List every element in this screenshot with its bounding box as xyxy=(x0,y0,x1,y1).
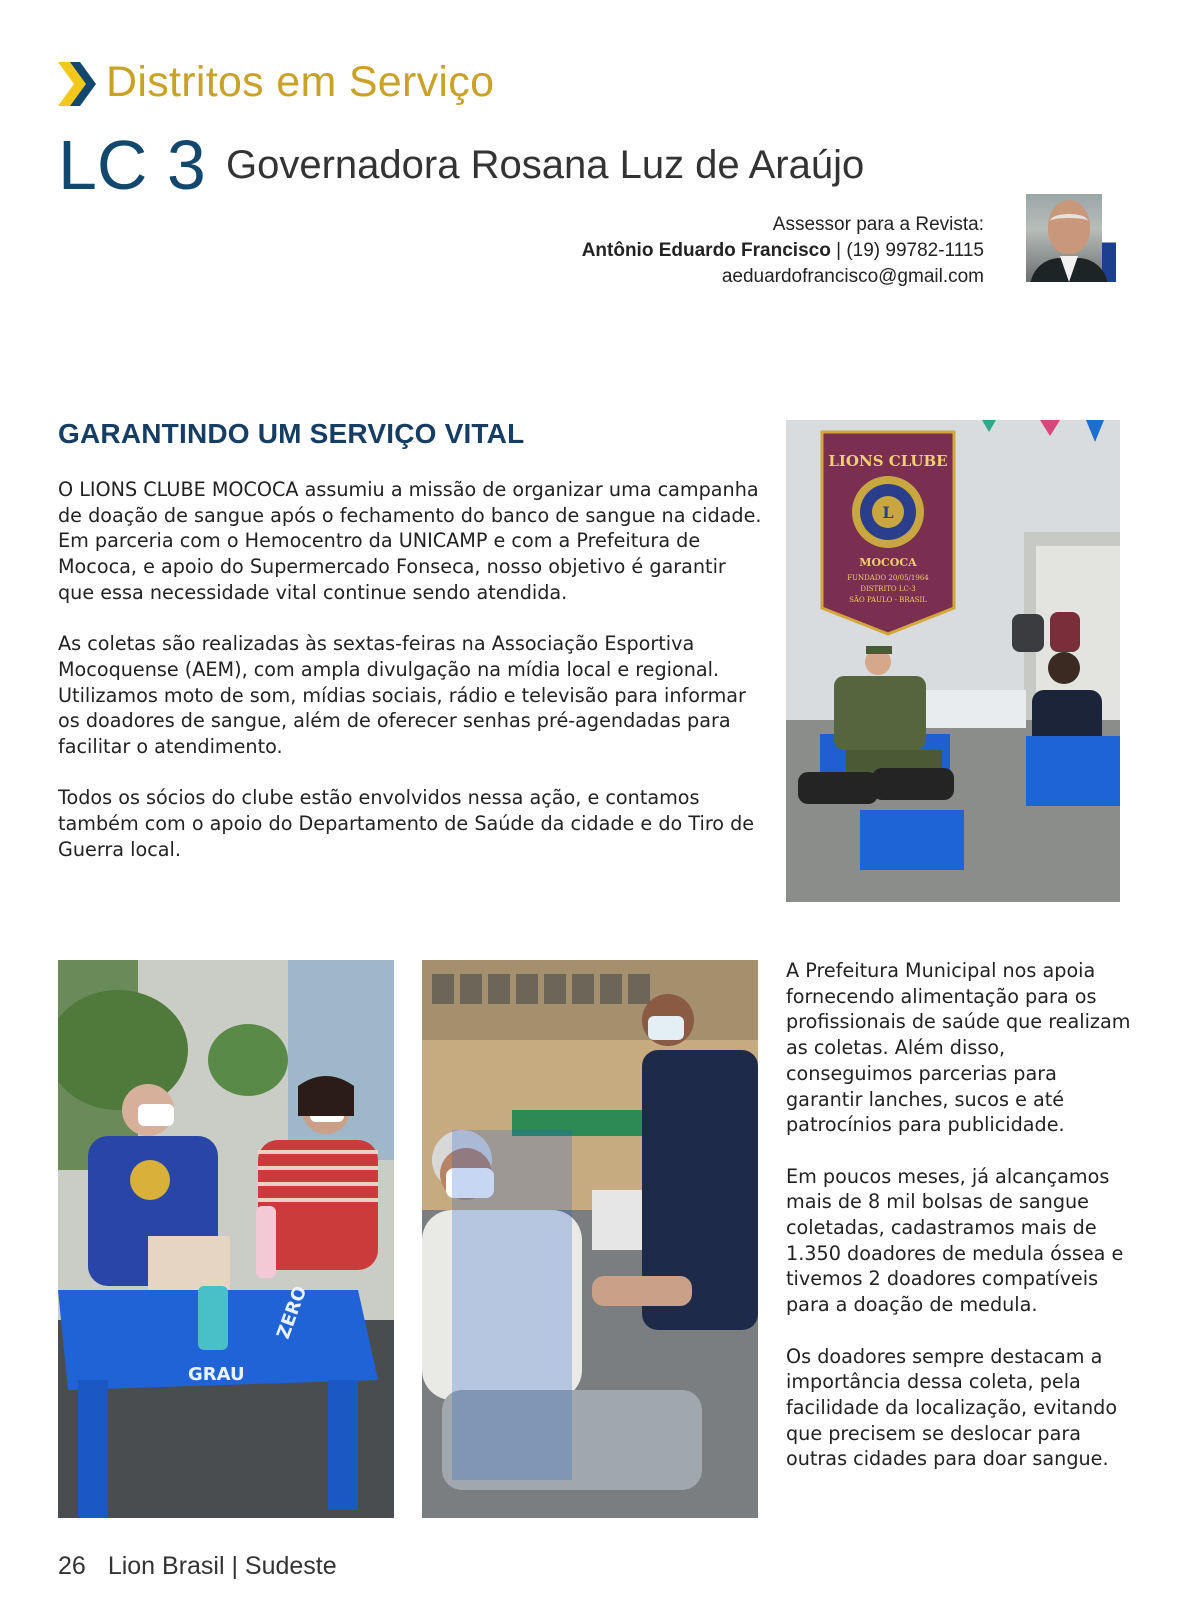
article-column-left xyxy=(58,477,763,888)
portrait-hair xyxy=(1050,214,1088,228)
banner-text: MOCOCA xyxy=(859,556,917,569)
photo-blood-donation-banner xyxy=(786,420,1120,902)
advisor-contact xyxy=(582,238,984,264)
banner-text: FUNDADO 20/05/1964 xyxy=(847,574,929,582)
article-column-right xyxy=(786,958,1131,1498)
table-text: ZERO xyxy=(272,1283,312,1342)
photo-illustration xyxy=(786,420,1120,902)
photo-donor-nurse xyxy=(422,960,758,1518)
table-text: GRAU xyxy=(188,1364,245,1385)
district-code: LC 3 xyxy=(58,126,206,204)
svg-text:L: L xyxy=(882,503,894,522)
photo-illustration xyxy=(422,960,758,1518)
banner-text: DISTRITO LC-3 xyxy=(860,585,916,593)
page-footer xyxy=(58,1552,337,1581)
article-paragraph: Em poucos meses, já alcançamos mais de 8 mil bolsas de sangue coletadas, cadastramos mais de 1.350 doadores de medula óssea e tivemos 2 doadores compatíveis para a doação de medula. xyxy=(786,1164,1124,1317)
publication-name: Lion Brasil | Sudeste xyxy=(107,1552,337,1580)
article-paragraph: Os doadores sempre destacam a importância dessa coleta, pela facilidade da localização, evitando que precisem se deslocar para outras cidades para doar sangue. xyxy=(786,1344,1118,1471)
advisor-info xyxy=(582,212,984,290)
chevron-icon xyxy=(58,62,98,106)
advisor-separator: | xyxy=(830,240,847,261)
banner-text: SÃO PAULO - BRASIL xyxy=(849,596,927,604)
photo-volunteers-table xyxy=(58,960,394,1518)
flag-image xyxy=(1102,194,1116,282)
article-paragraph: As coletas são realizadas às sextas-feiras na Associação Esportiva Mocoquense (AEM), com ampla divulgação na mídia local e regional. Utilizamos moto de som, mídias sociais, rádio e televisão para informar os doadores de sangue, além de oferecer senhas pré-agendadas para facilitar o atendimento. xyxy=(58,632,746,759)
article-headline: GARANTINDO UM SERVIÇO VITAL xyxy=(58,418,525,449)
advisor-email[interactable]: aeduardofrancisco@gmail.com xyxy=(721,266,984,287)
article-paragraph: Todos os sócios do clube estão envolvidos nessa ação, e contamos também com o apoio do Departamento de Saúde da cidade e do Tiro de Guerra local. xyxy=(58,786,755,861)
article-paragraph: O LIONS CLUBE MOCOCA assumiu a missão de organizar uma campanha de doação de sangue após o fechamento do banco de sangue na cidade. Em parceria com o Hemocentro da UNICAMP e com a Prefeitura de Mococa, e apoio do Supermercado Fonseca, nosso objetivo é garantir que essa necessidade vital continue sendo atendida. xyxy=(58,478,762,604)
advisor-label: Assessor para a Revista: xyxy=(772,214,984,235)
page-number: 26 xyxy=(58,1552,86,1580)
governor-name: Governadora Rosana Luz de Araújo xyxy=(226,143,865,187)
advisor-phone: (19) 99782-1115 xyxy=(846,240,984,261)
photo-illustration xyxy=(58,960,394,1518)
section-title: Distritos em Serviço xyxy=(106,58,495,106)
advisor-portrait xyxy=(1026,194,1116,282)
article-paragraph: A Prefeitura Municipal nos apoia fornecendo alimentação para os profissionais de saúde que realizam as coletas. Além disso, conseguimos parcerias para garantir lanches, sucos e até patrocínios para publicidade. xyxy=(786,959,1131,1137)
banner-text: LIONS CLUBE xyxy=(828,452,948,470)
advisor-name: Antônio Eduardo Francisco xyxy=(581,240,831,261)
